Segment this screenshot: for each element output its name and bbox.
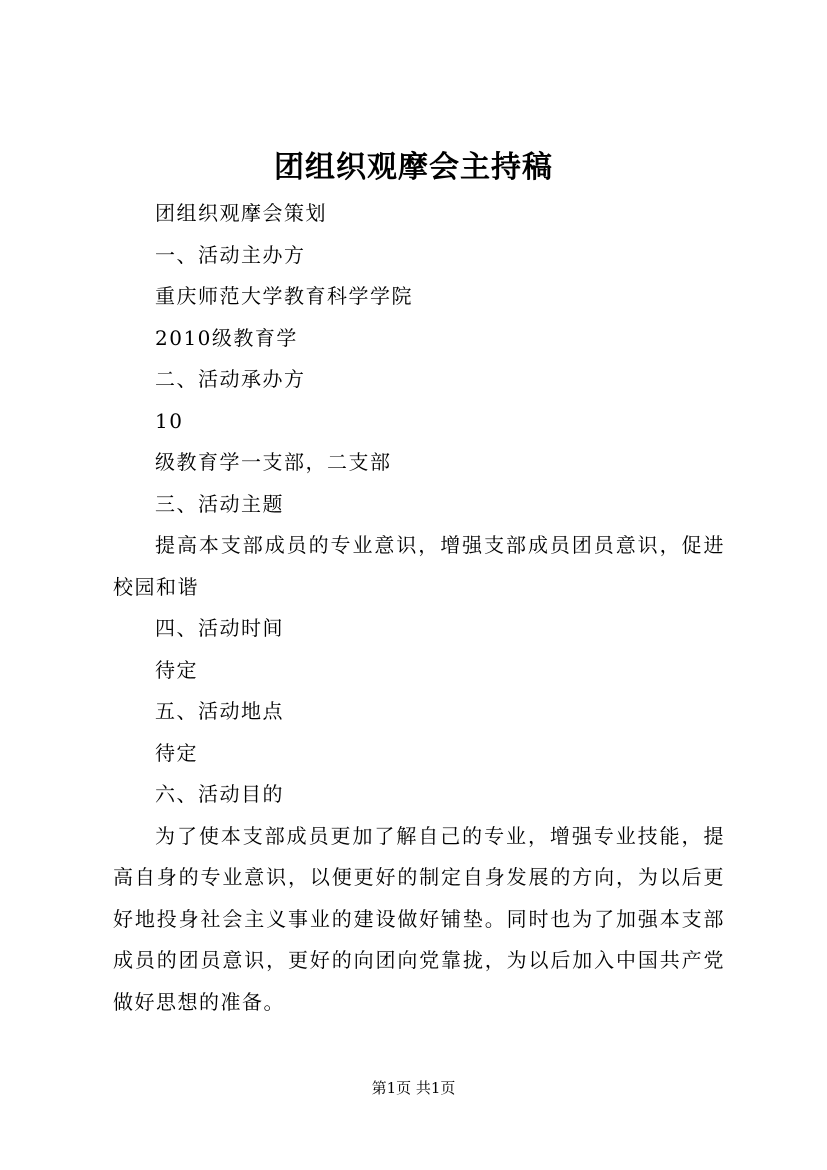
paragraph-time: 待定 — [155, 657, 198, 682]
paragraph-section-2: 二、活动承办方 — [155, 367, 306, 391]
paragraph-host-year: 10 — [155, 408, 184, 433]
paragraph-purpose: 为了使本支部成员更加了解自己的专业，增强专业技能，提高自身的专业意识，以便更好的制定自身发展的方向，为以后更好地投身社会主义事业的建设做好铺垫。同时也为了加强本支部成员的团员意识，更好的向团向党靠拢，为以后加入中国共产党做好思想的准备。 — [113, 823, 725, 1014]
paragraph-location: 待定 — [155, 740, 198, 765]
paragraph-section-1: 一、活动主办方 — [155, 242, 306, 267]
paragraph-theme: 提高本支部成员的专业意识，增强支部成员团员意识，促进校园和谐 — [113, 533, 725, 599]
paragraph-organizer: 重庆师范大学教育科学学院 — [155, 284, 413, 308]
paragraph-section-3: 三、活动主题 — [155, 491, 284, 516]
document-body — [113, 193, 725, 1023]
paragraph-section-4: 四、活动时间 — [155, 616, 284, 640]
document-title: 团组织观摩会主持稿 — [274, 150, 553, 185]
paragraph-organizer-class: 2010级教育学 — [155, 325, 298, 350]
page-footer: 第1页 共1页 — [371, 1079, 456, 1097]
paragraph-section-6: 六、活动目的 — [155, 782, 284, 806]
paragraph-section-5: 五、活动地点 — [155, 699, 284, 723]
paragraph-plan-heading: 团组织观摩会策划 — [155, 201, 327, 225]
paragraph-host-branches: 级教育学一支部，二支部 — [155, 450, 392, 474]
